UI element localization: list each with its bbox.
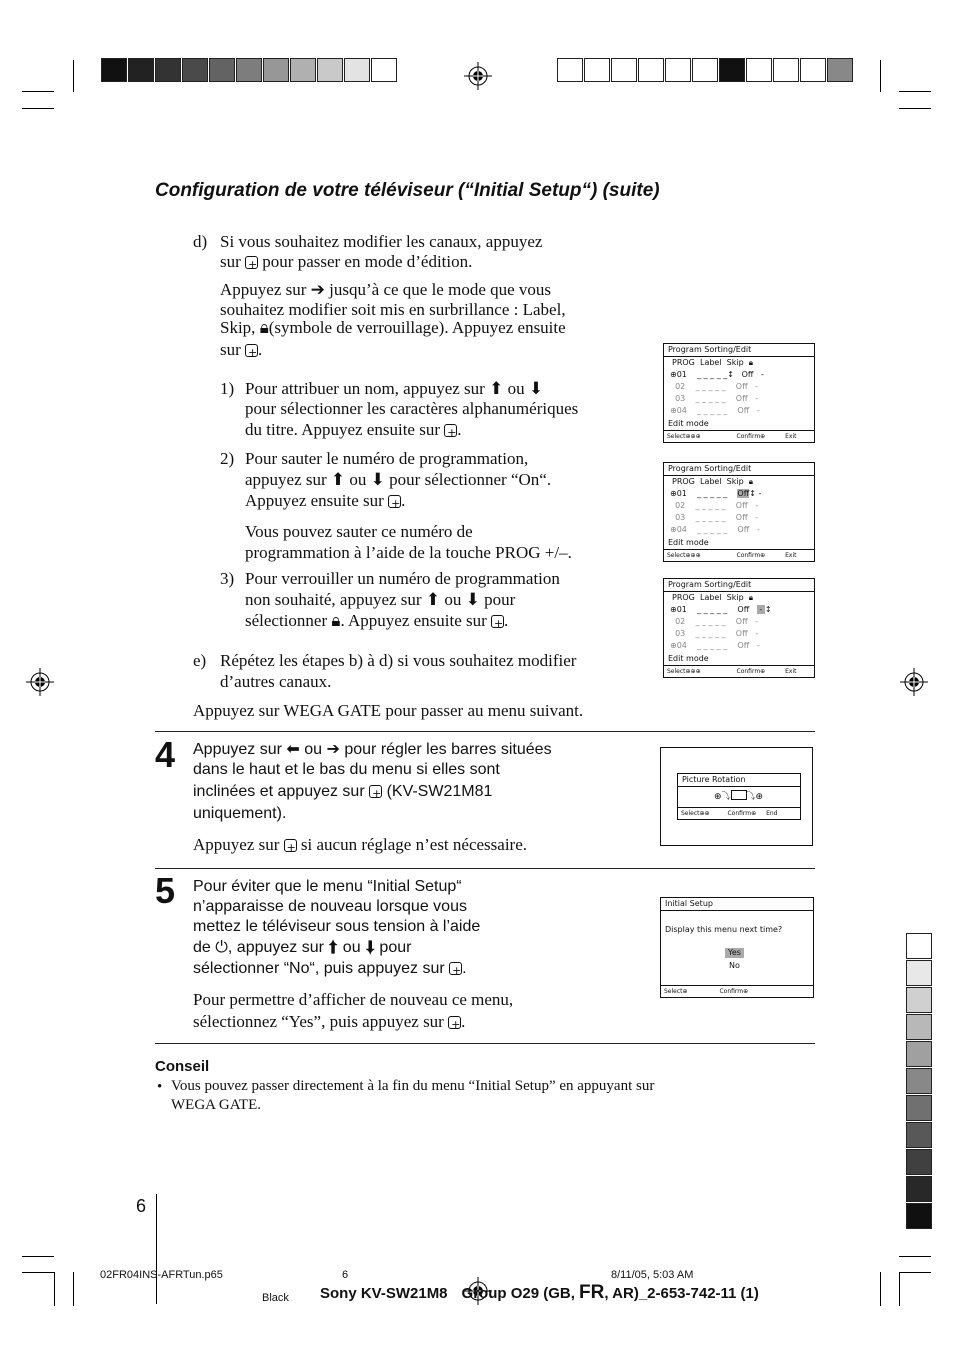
arrow-right-icon: ➔ bbox=[310, 280, 325, 299]
sub1-number: 1) bbox=[220, 379, 235, 398]
sub1-line3: du titre. Appuyez ensuite sur + . bbox=[245, 419, 462, 440]
menu-edit-mode: Edit mode bbox=[668, 538, 709, 547]
menu-row: 02 _ _ _ _ _ Off - bbox=[675, 382, 759, 391]
menu-row: ⊕04 _ _ _ _ _ Off - bbox=[670, 641, 760, 650]
step-4-line4: uniquement). bbox=[193, 805, 287, 822]
menu-row: 02 _ _ _ _ _ Off - bbox=[675, 501, 759, 510]
arrow-up-icon: ⬆ bbox=[489, 379, 504, 398]
menu-title: Picture Rotation bbox=[678, 774, 800, 787]
menu-option-no: No bbox=[729, 961, 740, 970]
step-d-marker: d) bbox=[193, 232, 208, 251]
menu-footer: Select⊕⊕⊕ Confirm⊕ Exit bbox=[664, 430, 814, 442]
arrow-up-icon: ⬆ bbox=[330, 470, 346, 489]
arrow-right-icon: ➔ bbox=[326, 741, 340, 758]
ok-button-icon bbox=[245, 256, 258, 269]
step-5-line5: sélectionner “No“, puis appuyez sur + . bbox=[193, 958, 467, 979]
sub2-line3: Appuyez ensuite sur + . bbox=[245, 490, 405, 511]
tip-line1: Vous pouvez passer directement à la fin du menu “Initial Setup” en appuyant sur bbox=[171, 1078, 655, 1094]
step-5-line1: Pour éviter que le menu “Initial Setup“ bbox=[193, 878, 462, 895]
step-e-line2: d’autres canaux. bbox=[220, 672, 332, 691]
sub3-line3: sélectionner 🔒︎. Appuyez ensuite sur + . bbox=[245, 610, 508, 631]
menu-row: 03 _ _ _ _ _ Off - bbox=[675, 513, 759, 522]
step-d-line1: Si vous souhaitez modifier les canaux, appuyez bbox=[220, 232, 543, 251]
sub2-p2-line2: programmation à l’aide de la touche PROG +/–. bbox=[245, 543, 572, 562]
lock-icon: 🔒︎ bbox=[259, 318, 269, 337]
divider bbox=[155, 731, 815, 732]
ok-button-icon bbox=[388, 495, 401, 508]
step-5-p2-line1: Pour permettre d’afficher de nouveau ce menu, bbox=[193, 990, 514, 1009]
tip-line2: WEGA GATE. bbox=[171, 1097, 261, 1113]
page-number: 6 bbox=[136, 1196, 147, 1216]
step-4-line2: dans le haut et le bas du menu si elles sont bbox=[193, 761, 500, 778]
step-5-line3: mettez le téléviseur sous tension à l’aide bbox=[193, 918, 481, 935]
step-d-p2-line3: Skip, 🔒︎(symbole de verrouillage). Appuyez ensuite bbox=[220, 318, 566, 337]
menu-row: ⊕04 _ _ _ _ _ Off - bbox=[670, 525, 760, 534]
lock-icon: 🔒︎ bbox=[748, 358, 754, 367]
footer-file-page: 6 bbox=[342, 1269, 349, 1281]
arrow-up-icon: ⬆ bbox=[425, 590, 441, 609]
sub1-line2: pour sélectionner les caractères alphanumériques bbox=[245, 399, 579, 418]
wega-gate-note: Appuyez sur WEGA GATE pour passer au menu suivant. bbox=[193, 701, 584, 720]
menu-footer: Select⊕⊕⊕ Confirm⊕ Exit bbox=[664, 549, 814, 561]
footer-rule bbox=[156, 1194, 157, 1304]
registration-mark-left bbox=[24, 668, 56, 696]
menu-picture-rotation bbox=[677, 773, 801, 820]
ok-button-icon bbox=[284, 839, 297, 852]
sub1-line1: Pour attribuer un nom, appuyez sur ⬆ ou ⬇ bbox=[245, 379, 544, 398]
ok-button-icon bbox=[491, 615, 504, 628]
menu-footer: Select⊕⊕ Confirm⊕ End bbox=[678, 807, 800, 819]
arrow-down-icon: ⬇ bbox=[465, 590, 480, 609]
sub2-line2: appuyez sur ⬆ ou ⬇ pour sélectionner “On“. bbox=[245, 470, 552, 489]
step-d-p2-line2: souhaitez modifier soit mis en surbrillance : Label, bbox=[220, 300, 566, 319]
footer-date: 8/11/05, 5:03 AM bbox=[611, 1269, 694, 1281]
power-icon: ⏻ bbox=[215, 939, 228, 956]
divider bbox=[155, 1043, 815, 1044]
menu-row: ⊕04 _ _ _ _ _ Off - bbox=[670, 406, 760, 415]
menu-title: Program Sorting/Edit bbox=[664, 579, 814, 592]
footer-model: Sony KV-SW21M8 Group O29 (GB, FR, AR)_2-653-742-11 (1) bbox=[320, 1282, 759, 1303]
sub2-line1: Pour sauter le numéro de programmation, bbox=[245, 449, 529, 468]
menu-row: 02 _ _ _ _ _ Off - bbox=[675, 617, 759, 626]
menu-edit-mode: Edit mode bbox=[668, 419, 709, 428]
sub3-number: 3) bbox=[220, 569, 235, 588]
menu-question: Display this menu next time? bbox=[665, 925, 783, 934]
menu-header-row: PROG Label Skip 🔒︎ bbox=[672, 358, 754, 367]
registration-mark-right bbox=[898, 668, 930, 696]
sub2-p2-line1: Vous pouvez sauter ce numéro de bbox=[245, 522, 473, 541]
menu-title: Initial Setup bbox=[661, 898, 813, 911]
step-4-line3: inclinées et appuyez sur + (KV-SW21M81 bbox=[193, 781, 492, 802]
step-5-line2: n’apparaisse de nouveau lorsque vous bbox=[193, 898, 467, 915]
menu-row: ⊕01 _ _ _ _ _ Off↕ - bbox=[670, 489, 762, 498]
footer-file: 02FR04INS-AFRTun.p65 bbox=[100, 1269, 223, 1281]
menu-title: Program Sorting/Edit bbox=[664, 344, 814, 357]
ok-button-icon bbox=[444, 424, 457, 437]
menu-title: Program Sorting/Edit bbox=[664, 463, 814, 476]
step-5-line4: de ⏻, appuyez sur ⬆ ou ⬇ pour bbox=[193, 939, 412, 956]
menu-program-sorting-label bbox=[663, 343, 815, 443]
menu-footer: Select⊕⊕⊕ Confirm⊕ Exit bbox=[664, 665, 814, 677]
sub3-line1: Pour verrouiller un numéro de programmation bbox=[245, 569, 560, 588]
ok-button-icon bbox=[448, 1016, 461, 1029]
arrow-down-icon: ⬇ bbox=[528, 379, 544, 398]
sub3-line2: non souhaité, appuyez sur ⬆ ou ⬇ pour bbox=[245, 590, 516, 609]
menu-option-yes: Yes bbox=[725, 948, 744, 958]
arrow-left-icon: ⬅ bbox=[286, 741, 300, 758]
step-e-line1: Répétez les étapes b) à d) si vous souhaitez modifier bbox=[220, 651, 577, 670]
menu-program-sorting-skip bbox=[663, 462, 815, 562]
tv-screen-picture-rotation bbox=[660, 747, 813, 846]
menu-edit-mode: Edit mode bbox=[668, 654, 709, 663]
footer-color: Black bbox=[262, 1292, 289, 1304]
menu-row: ⊕01 _ _ _ _ _ Off - ↕ bbox=[670, 605, 772, 614]
rotation-control: ⊕⤵ ⤵⊕ bbox=[714, 792, 764, 802]
ok-button-icon bbox=[369, 785, 382, 798]
step-4-line1: Appuyez sur ⬅ ou ➔ pour régler les barres situées bbox=[193, 741, 552, 758]
step-d-p2-line1: Appuyez sur ➔ jusqu’à ce que le mode que vous bbox=[220, 280, 552, 299]
menu-footer: Select⊕ Confirm⊕ bbox=[661, 985, 813, 997]
step-e-marker: e) bbox=[193, 651, 207, 670]
lock-icon: 🔒︎ bbox=[748, 477, 754, 486]
arrow-down-icon: ⬇ bbox=[365, 939, 375, 956]
menu-program-sorting-lock bbox=[663, 578, 815, 678]
step-5-p2-line2: sélectionnez “Yes”, puis appuyez sur + . bbox=[193, 1011, 465, 1032]
step-4-number: 4 bbox=[155, 734, 176, 775]
menu-row: 03 _ _ _ _ _ Off - bbox=[675, 629, 759, 638]
menu-header-row: PROG Label Skip 🔒︎ bbox=[672, 477, 754, 486]
lock-icon: 🔒︎ bbox=[748, 593, 754, 602]
page-title: Configuration de votre téléviseur (“Initial Setup“) (suite) bbox=[155, 180, 660, 201]
sub2-number: 2) bbox=[220, 449, 235, 468]
step-4-note: Appuyez sur + si aucun réglage n’est nécessaire. bbox=[193, 834, 527, 855]
step-5-number: 5 bbox=[155, 870, 176, 911]
registration-mark-top bbox=[462, 62, 494, 90]
ok-button-icon bbox=[449, 962, 462, 975]
menu-row: ⊕01 _ _ _ _ _↕ Off - bbox=[670, 370, 764, 379]
tip-heading: Conseil bbox=[155, 1058, 210, 1075]
step-d-line2: sur + pour passer en mode d’édition. bbox=[220, 251, 472, 272]
menu-initial-setup bbox=[660, 897, 814, 998]
menu-row: 03 _ _ _ _ _ Off - bbox=[675, 394, 759, 403]
menu-header-row: PROG Label Skip 🔒︎ bbox=[672, 593, 754, 602]
tip-bullet: • bbox=[157, 1079, 163, 1095]
arrow-up-icon: ⬆ bbox=[328, 939, 339, 956]
ok-button-icon bbox=[245, 344, 258, 357]
step-d-p2-line4: sur + . bbox=[220, 339, 262, 360]
lock-icon: 🔒︎ bbox=[331, 611, 341, 630]
divider bbox=[155, 868, 815, 869]
arrow-down-icon: ⬇ bbox=[370, 470, 385, 489]
